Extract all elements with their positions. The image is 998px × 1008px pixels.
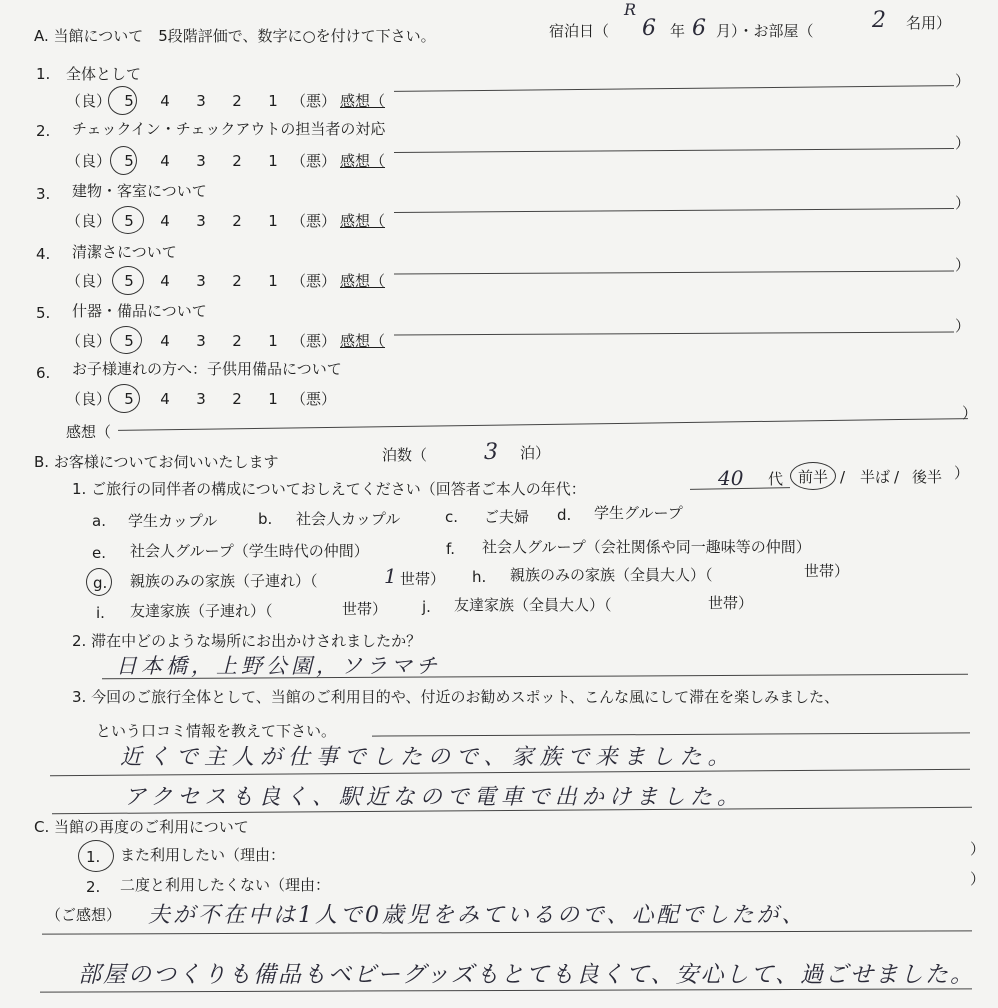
item-5-title: 什器・備品について bbox=[72, 302, 207, 320]
option-f-label[interactable]: 社会人グループ（会社関係や同一趣味等の仲間） bbox=[482, 538, 811, 556]
item-4-scale bbox=[66, 272, 336, 290]
nights-unit: 泊） bbox=[520, 444, 551, 462]
q1-text: 1. ご旅行の同伴者の構成についておしえてください（回答者ご本人の年代： bbox=[72, 480, 586, 498]
score-4[interactable]: 4 bbox=[160, 212, 170, 230]
selected-score-circle bbox=[110, 326, 142, 354]
scale-bad-label: （悪） bbox=[291, 390, 337, 408]
year-label: 年 bbox=[670, 22, 686, 40]
close-paren: ） bbox=[955, 134, 971, 152]
item-3-num: 3. bbox=[36, 185, 51, 203]
comment-answer-2[interactable]: 部屋のつくりも備品もベビーグッズもとても良くて、安心して、過ごせました。 bbox=[78, 962, 976, 988]
selected-option-circle bbox=[86, 568, 112, 596]
score-2[interactable]: 2 bbox=[232, 152, 242, 170]
close-paren: ） bbox=[962, 404, 978, 422]
comment-line[interactable] bbox=[394, 148, 954, 153]
comment-line[interactable] bbox=[118, 418, 968, 431]
option-e-key[interactable]: e. bbox=[92, 544, 106, 562]
score-2[interactable]: 2 bbox=[232, 272, 242, 290]
score-5[interactable]: 5 bbox=[124, 390, 134, 408]
score-4[interactable]: 4 bbox=[160, 332, 170, 350]
nights-label: 泊数（ bbox=[382, 446, 428, 464]
scale-good-label: （良） bbox=[66, 212, 112, 230]
scale-good-label: （良） bbox=[66, 332, 112, 350]
score-2[interactable]: 2 bbox=[232, 92, 242, 110]
option-g-label[interactable]: 親族のみの家族（子連れ）（ bbox=[130, 572, 318, 590]
item-1-num: 1. bbox=[36, 65, 51, 83]
item-6-num: 6. bbox=[36, 364, 51, 382]
option-j-key[interactable]: j. bbox=[422, 598, 431, 616]
score-1[interactable]: 1 bbox=[268, 92, 278, 110]
q3-line bbox=[372, 732, 970, 736]
selected-score-circle bbox=[112, 206, 144, 234]
comment-answer-1[interactable]: 夫が不在中は1人で0歳児をみているので、心配でしたが、 bbox=[148, 903, 807, 928]
scale-bad-label: （悪） bbox=[291, 332, 337, 350]
selected-score-circle bbox=[108, 384, 140, 413]
selected-age-circle bbox=[790, 462, 836, 490]
item-2-title: チェックイン・チェックアウトの担当者の対応 bbox=[72, 120, 386, 138]
age-sep: / bbox=[840, 468, 846, 486]
item-1-scale bbox=[66, 92, 336, 110]
close-paren: ） bbox=[955, 194, 971, 212]
section-a-title: A. 当館について 5段階評価で、数字に○を付けて下さい。 bbox=[34, 27, 436, 45]
comment-label: 感想（ bbox=[340, 152, 386, 170]
score-3[interactable]: 3 bbox=[196, 152, 206, 170]
c-option-2-text[interactable]: 二度と利用したくない（理由： bbox=[120, 876, 331, 894]
close-paren: ） bbox=[955, 72, 971, 90]
scale-good-label: （良） bbox=[66, 272, 112, 290]
option-h-label[interactable]: 親族のみの家族（全員大人）（ bbox=[510, 566, 713, 584]
section-b-title: B. お客様についてお伺いいたします bbox=[34, 453, 279, 471]
score-1[interactable]: 1 bbox=[268, 390, 278, 408]
close-paren: ） bbox=[955, 256, 971, 274]
c-option-1-text[interactable]: また利用したい（理由： bbox=[120, 846, 286, 864]
option-g-count[interactable]: 1 bbox=[384, 564, 397, 588]
item-6-title: お子様連れの方へ：子供用備品について bbox=[72, 360, 342, 378]
scale-good-label: （良） bbox=[66, 152, 112, 170]
comment-line[interactable] bbox=[394, 85, 954, 92]
item-3-title: 建物・客室について bbox=[72, 182, 207, 200]
score-5[interactable]: 5 bbox=[124, 152, 134, 170]
age-option-late[interactable]: 後半 bbox=[912, 468, 943, 486]
item-5-scale bbox=[66, 332, 336, 350]
scale-bad-label: （悪） bbox=[291, 272, 337, 290]
c-option-1-num[interactable]: 1. bbox=[86, 848, 101, 866]
age-unit: 代 bbox=[768, 470, 784, 488]
item-1-title: 全体として bbox=[66, 65, 142, 83]
score-3[interactable]: 3 bbox=[196, 212, 206, 230]
option-h-key[interactable]: h. bbox=[472, 568, 487, 586]
item-4-title: 清潔さについて bbox=[72, 243, 177, 261]
score-4[interactable]: 4 bbox=[160, 390, 170, 408]
q2-answer[interactable]: 日本橋，上野公園，ソラマチ bbox=[116, 654, 441, 678]
option-b-label[interactable]: 社会人カップル bbox=[296, 510, 401, 528]
option-d-key[interactable]: d. bbox=[557, 506, 572, 524]
close-paren: ） bbox=[954, 464, 970, 482]
option-j-unit: 世帯） bbox=[708, 594, 754, 612]
stay-year: 6 bbox=[642, 16, 656, 41]
era-mark: R bbox=[624, 0, 637, 19]
option-a-label[interactable]: 学生カップル bbox=[128, 512, 218, 530]
score-4[interactable]: 4 bbox=[160, 272, 170, 290]
score-2[interactable]: 2 bbox=[232, 212, 242, 230]
comment-line-1 bbox=[42, 930, 972, 934]
comment-label: （ご感想） bbox=[46, 906, 122, 924]
close-paren: ） bbox=[970, 870, 986, 888]
item-4-num: 4. bbox=[36, 245, 51, 263]
option-g-key[interactable]: g. bbox=[93, 574, 108, 592]
comment-line[interactable] bbox=[394, 271, 954, 275]
scale-bad-label: （悪） bbox=[291, 212, 337, 230]
score-2[interactable]: 2 bbox=[232, 332, 242, 350]
option-b-key[interactable]: b. bbox=[258, 510, 273, 528]
q3-answer-1[interactable]: 近くで主人が仕事でしたので、家族で来ました。 bbox=[120, 745, 736, 770]
stay-month: 6 bbox=[692, 16, 706, 41]
score-1[interactable]: 1 bbox=[268, 332, 278, 350]
age-option-mid[interactable]: 半ば bbox=[860, 468, 891, 486]
item-3-scale bbox=[66, 212, 336, 230]
comment-line[interactable] bbox=[394, 208, 954, 213]
item-2-num: 2. bbox=[36, 122, 51, 140]
comment-label: 感想（ bbox=[340, 272, 386, 290]
option-g-unit: 世帯） bbox=[400, 570, 446, 588]
age-value: 40 bbox=[718, 466, 744, 490]
scale-bad-label: （悪） bbox=[291, 152, 337, 170]
score-4[interactable]: 4 bbox=[160, 92, 170, 110]
age-sep: / bbox=[894, 468, 900, 486]
option-c-key[interactable]: c. bbox=[445, 508, 459, 526]
score-3[interactable]: 3 bbox=[196, 390, 206, 408]
item-6-scale bbox=[66, 390, 336, 408]
option-h-unit: 世帯） bbox=[804, 562, 850, 580]
comment-line[interactable] bbox=[394, 332, 954, 336]
score-1[interactable]: 1 bbox=[268, 272, 278, 290]
option-j-label[interactable]: 友達家族（全員大人）（ bbox=[454, 596, 612, 614]
option-i-label[interactable]: 友達家族（子連れ）（ bbox=[130, 602, 273, 620]
item-5-num: 5. bbox=[36, 304, 51, 322]
score-4[interactable]: 4 bbox=[160, 152, 170, 170]
score-1[interactable]: 1 bbox=[268, 212, 278, 230]
score-2[interactable]: 2 bbox=[232, 390, 242, 408]
score-3[interactable]: 3 bbox=[196, 272, 206, 290]
q2-text: 2. 滞在中どのような場所にお出かけされましたか？ bbox=[72, 632, 422, 650]
selected-score-circle bbox=[112, 266, 144, 295]
option-c-label[interactable]: ご夫婦 bbox=[484, 508, 530, 526]
scale-good-label: （良） bbox=[66, 390, 112, 408]
option-d-label[interactable]: 学生グループ bbox=[594, 504, 683, 522]
score-5[interactable]: 5 bbox=[124, 272, 134, 290]
q3-text-1: 3. 今回のご旅行全体として、当館のご利用目的や、付近のお勧めスポット、こんな風にして滞在を楽しみました、 bbox=[72, 688, 840, 706]
comment-label: 感想（ bbox=[66, 423, 112, 441]
q3-text-2: という口コミ情報を教えて下さい。 bbox=[96, 722, 337, 740]
comment-label: 感想（ bbox=[340, 92, 386, 110]
room-count: 2 bbox=[872, 8, 886, 33]
score-5[interactable]: 5 bbox=[124, 212, 134, 230]
option-i-unit: 世帯） bbox=[342, 600, 388, 618]
age-option-first[interactable]: 前半 bbox=[798, 468, 829, 486]
option-e-label[interactable]: 社会人グループ（学生時代の仲間） bbox=[130, 542, 369, 560]
selected-score-circle bbox=[110, 146, 137, 175]
q3-answer-2[interactable]: アクセスも良く、駅近なので電車で出かけました。 bbox=[124, 785, 744, 810]
selected-score-circle bbox=[108, 86, 137, 115]
score-3[interactable]: 3 bbox=[196, 92, 206, 110]
c-option-2-num[interactable]: 2. bbox=[86, 878, 101, 896]
stay-date-label: 宿泊日（ bbox=[549, 22, 610, 40]
score-1[interactable]: 1 bbox=[268, 152, 278, 170]
nights-value: 3 bbox=[484, 440, 498, 465]
score-5[interactable]: 5 bbox=[124, 332, 134, 350]
option-a-key[interactable]: a. bbox=[92, 512, 106, 530]
close-paren: ） bbox=[955, 317, 971, 335]
score-3[interactable]: 3 bbox=[196, 332, 206, 350]
selected-c-option-circle bbox=[78, 840, 114, 872]
item-2-scale bbox=[66, 152, 336, 170]
score-5[interactable]: 5 bbox=[124, 92, 134, 110]
scale-good-label: （良） bbox=[66, 92, 112, 110]
comment-label: 感想（ bbox=[340, 332, 386, 350]
persons-label: 名用） bbox=[906, 14, 952, 32]
close-paren: ） bbox=[970, 840, 986, 858]
scale-bad-label: （悪） bbox=[291, 92, 337, 110]
comment-line-2 bbox=[40, 988, 972, 992]
option-f-key[interactable]: f. bbox=[446, 540, 455, 558]
option-i-key[interactable]: i. bbox=[96, 604, 105, 622]
comment-label: 感想（ bbox=[340, 212, 386, 230]
month-room-label: 月）・お部屋（ bbox=[716, 22, 814, 40]
section-c-title: C. 当館の再度のご利用について bbox=[34, 818, 249, 836]
